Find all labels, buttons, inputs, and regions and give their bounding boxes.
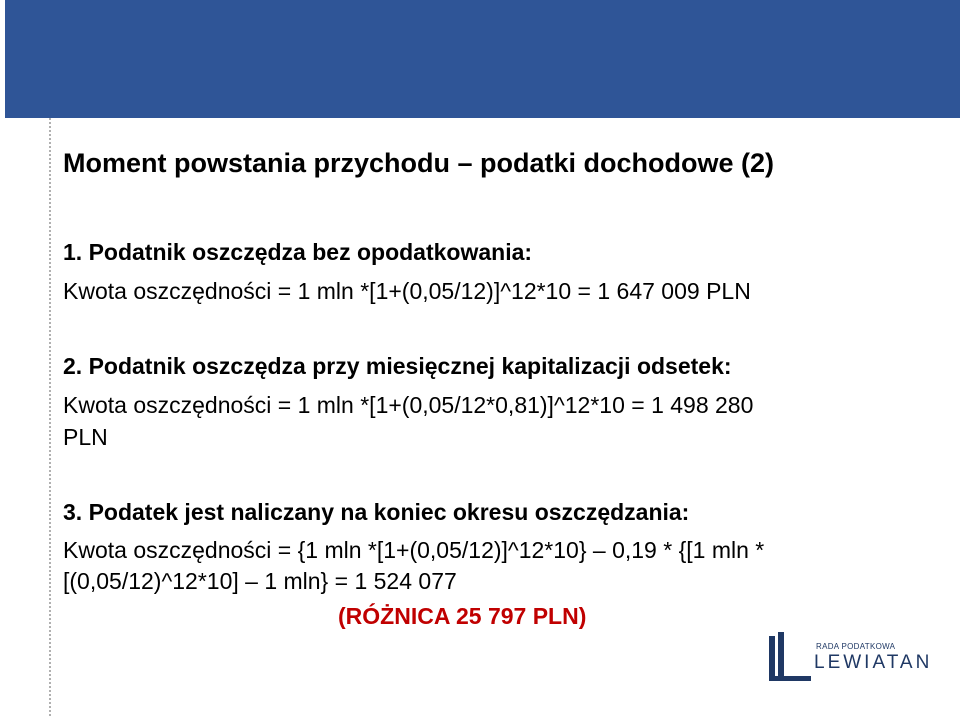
point-2-heading: 2. Podatnik oszczędza przy miesięcznej kapitalizacji odsetek: xyxy=(63,353,732,379)
dotted-divider xyxy=(49,118,51,716)
lewiatan-logo xyxy=(768,632,933,688)
lewiatan-logo-icon xyxy=(768,632,812,682)
point-3-formula: Kwota oszczędności = {1 mln *[1+(0,05/12)]^12*10} – 0,19 * {[1 mln * xyxy=(63,537,765,563)
point-1-formula: Kwota oszczędności = 1 mln *[1+(0,05/12)]^12*10 = 1 647 009 PLN xyxy=(63,278,751,304)
logo-subtitle: RADA PODATKOWA xyxy=(816,642,896,651)
logo-wordmark: LEWIATAN xyxy=(814,652,933,673)
slide-title: Moment powstania przychodu – podatki dochodowe (2) xyxy=(63,148,775,178)
point-2-formula-continued: PLN xyxy=(63,424,108,450)
point-1-heading: 1. Podatnik oszczędza bez opodatkowania: xyxy=(63,239,533,265)
point-3-formula-continued: [(0,05/12)^12*10] – 1 mln} = 1 524 077 xyxy=(63,568,457,594)
header-band xyxy=(5,0,960,118)
point-2-formula: Kwota oszczędności = 1 mln *[1+(0,05/12*0,81)]^12*10 = 1 498 280 xyxy=(63,392,754,418)
point-3-heading: 3. Podatek jest naliczany na koniec okresu oszczędzania: xyxy=(63,499,690,525)
difference-note: (RÓŻNICA 25 797 PLN) xyxy=(338,603,587,629)
